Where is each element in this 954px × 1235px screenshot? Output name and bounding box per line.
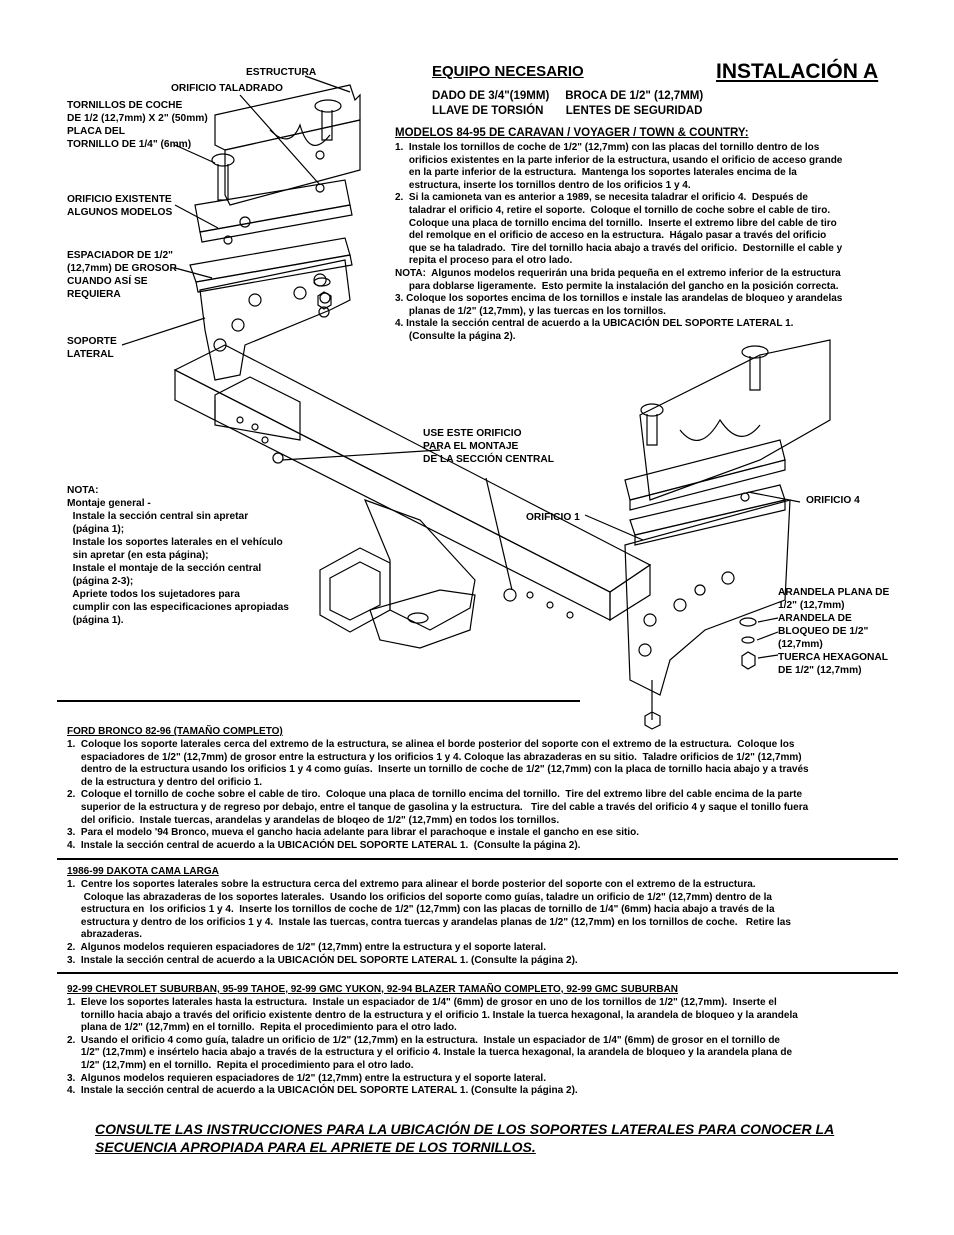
text-line: 2. Algunos modelos requieren espaciadores de 1/2" (12,7mm) entre la estructura y el soporte lateral.: [67, 941, 546, 953]
text-line: PLACA DEL: [67, 126, 125, 137]
text-line: 1. Coloque los soporte laterales cerca del extremo de la estructura, se alinea el borde posterior del soporte con el extremo de la estructura. Coloque los: [67, 739, 795, 750]
label-orificio-existente: [67, 193, 172, 219]
divider: [57, 972, 898, 974]
text-line: espaciadores de 1/2" (12,7mm) de grosor entre la estructura y los orificios 1 y 4. Coloque las abrazaderas en su sitio. Taladre orificios de 1/2" (12,7mm): [67, 751, 802, 763]
text-line: DE 1/2" (12,7mm): [778, 665, 862, 676]
text-line: planas de 1/2" (12,7mm), y las tuercas en los tornillos.: [395, 305, 666, 317]
text-line: Coloque una placa de tornillo encima del tornillo. Inserte el extremo libre del cable de tiro: [395, 217, 837, 229]
ford-heading: FORD BRONCO 82-96 (TAMAÑO COMPLETO): [67, 726, 283, 737]
label-orificio-taladrado: ORIFICIO TALADRADO: [171, 83, 283, 94]
text-line: CONSULTE LAS INSTRUCCIONES PARA LA UBICACIÓN DE LOS SOPORTES LATERALES PARA CONOCER LA: [95, 1121, 835, 1137]
dakota-heading: 1986-99 DAKOTA CAMA LARGA: [67, 866, 219, 877]
text-line: para doblarse ligeramente. Esto permite la instalación del gancho en la posición correcta.: [395, 280, 839, 292]
chevrolet-steps: [67, 997, 798, 1098]
text-line: NOTA: Algunos modelos requerirán una brida pequeña en el extremo inferior de la estructura: [395, 267, 841, 279]
text-line: TORNILLO DE 1/4" (6mm): [67, 139, 192, 150]
label-espaciador: [67, 249, 177, 301]
text-line: ARANDELA PLANA DE: [778, 587, 890, 598]
text-line: Montaje general -: [67, 498, 151, 509]
text-line: Instale los soportes laterales en el vehículo: [67, 537, 283, 548]
text-line: estructura, inserte los tornillos dentro de los orificios 1 y 4.: [395, 179, 691, 191]
text-line: USE ESTE ORIFICIO: [423, 428, 522, 439]
text-line: que se ha taladrado. Tire del tornillo hacia abajo a través del orificio. Destornille el cable y: [395, 242, 843, 254]
text-line: 2. Si la camioneta van es anterior a 1989, se necesita taladrar el orificio 4. Después de: [395, 192, 808, 204]
dakota-steps: [67, 879, 791, 967]
chevrolet-heading: 92-99 CHEVROLET SUBURBAN, 95-99 TAHOE, 92-99 GMC YUKON, 92-94 BLAZER TAMAÑO COMPLETO, 92-99 GMC SUBURBAN: [67, 984, 679, 995]
equipment-line-2: LLAVE DE TORSIÓN LENTES DE SEGURIDAD: [432, 105, 703, 117]
text-line: Apriete todos los sujetadores para: [67, 589, 240, 600]
text-line: 4. Instale la sección central de acuerdo a la UBICACIÓN DEL SOPORTE LATERAL 1. (Consulte la página 2).: [67, 1085, 578, 1097]
text-line: BLOQUEO DE 1/2": [778, 626, 869, 637]
text-line: (12,7mm): [778, 639, 823, 650]
text-line: 4. Instale la sección central de acuerdo a la UBICACIÓN DEL SOPORTE LATERAL 1.: [395, 318, 794, 330]
text-line: (página 1).: [67, 615, 124, 626]
text-line: 3. Para el modelo '94 Bronco, mueva el gancho hacia adelante para librar el parachoque e instale el gancho en ese sitio.: [67, 827, 640, 839]
label-estructura: ESTRUCTURA: [246, 67, 317, 78]
text-line: (Consulte la página 2).: [395, 330, 516, 342]
text-line: 2. Coloque el tornillo de coche sobre el cable de tiro. Coloque una placa de tornillo encima del tornillo. Tire del extremo libre del cable encima de la parte: [67, 789, 802, 801]
divider: [57, 858, 898, 860]
text-line: DE LA SECCIÓN CENTRAL: [423, 454, 554, 465]
label-soporte-lateral: [67, 335, 117, 361]
text-line: 4. Instale la sección central de acuerdo a la UBICACIÓN DEL SOPORTE LATERAL 1. (Consulte la página 2).: [67, 839, 581, 851]
text-line: LATERAL: [67, 349, 114, 360]
text-line: abrazaderas.: [67, 929, 143, 941]
label-orificio-1: ORIFICIO 1: [526, 512, 580, 523]
text-line: 1/2" (12,7mm) en el tornillo. Repita el procedimiento para el otro lado.: [67, 1059, 414, 1071]
text-line: CUANDO ASÍ SE: [67, 276, 148, 287]
text-line: del orificio. Instale tuercas, arandelas y arandelas de bloqeo de 1/2" (12,7mm) en todos los tornillos.: [67, 814, 560, 826]
label-use-este-orificio: [423, 427, 554, 466]
text-line: taladrar el orificio 4, retire el soporte. Coloque el tornillo de coche sobre el cable de tiro.: [395, 204, 831, 216]
text-line: 1/2" (12,7mm): [778, 600, 845, 611]
text-line: REQUIERA: [67, 289, 121, 300]
text-line: plana de 1/2" (12,7mm) en el tornillo. Repita el procedimiento para el otro lado.: [67, 1022, 457, 1034]
label-arandelas: [778, 586, 889, 677]
label-tornillos-coche: [67, 99, 208, 151]
equipment-line-1: DADO DE 3/4"(19MM) BROCA DE 1/2" (12,7MM): [432, 90, 704, 102]
text-line: 1. Eleve los soportes laterales hasta la estructura. Instale un espaciador de 1/4" (6mm) de grosor en uno de los tornillos de 1/2" (12,7mm). Inserte el: [67, 997, 777, 1008]
text-line: orificios existentes en la parte inferior de la estructura, usando el orificio de acceso grande: [395, 154, 843, 166]
page-title: INSTALACIÓN A: [716, 60, 879, 83]
text-line: ALGUNOS MODELOS: [67, 207, 173, 218]
text-line: estructura en los orificios 1 y 4. Inserte los tornillos de coche de 1/2" (12,7mm) con las placas de tornillo de 1/4" (6mm) hacia abajo a través de la: [67, 904, 775, 916]
text-line: Coloque las abrazaderas de los soportes laterales. Usando los orificios del soporte como guías, taladre un orificio de 1/2" (12,7mm) dentro de la: [67, 891, 772, 903]
text-line: del remolque en el orificio de acceso en la estructura. Hágalo pasar a través del orificio: [395, 230, 827, 242]
text-line: dentro de la estructura usando los orificios 1 y 4 como guías. Inserte un tornillo de coche de 1/2" (12,7mm) con la placa de tornillo hacia abajo y a través: [67, 764, 809, 776]
text-line: (página 1);: [67, 524, 125, 535]
text-line: 1. Instale los tornillos de coche de 1/2" (12,7mm) con las placas del tornillo dentro de los: [395, 142, 820, 153]
text-line: SECUENCIA APROPIADA PARA EL APRIETE DE LOS TORNILLOS.: [95, 1139, 536, 1155]
text-line: 1/2" (12,7mm) e insértelo hacia abajo a través de la estructura y el orificio 4. Instale la tuerca hexagonal, la arandela de bloqueo y la arandela plana de: [67, 1047, 793, 1059]
text-line: cumplir con las especificaciones apropiadas: [67, 602, 289, 613]
text-line: PARA EL MONTAJE: [423, 441, 519, 452]
text-line: ARANDELA DE: [778, 613, 852, 624]
models-heading: MODELOS 84-95 DE CARAVAN / VOYAGER / TOWN & COUNTRY:: [395, 127, 749, 139]
text-line: TORNILLOS DE COCHE: [67, 100, 183, 111]
label-orificio-4: ORIFICIO 4: [806, 495, 860, 506]
text-line: (página 2-3);: [67, 576, 134, 587]
text-line: 3. Coloque los soportes encima de los tornillos e instale las arandelas de bloqueo y arandelas: [395, 293, 843, 305]
text-line: NOTA:: [67, 485, 99, 496]
ford-steps: [67, 739, 809, 852]
text-line: 1. Centre los soportes laterales sobre la estructura cerca del extremo para alinear el borde posterior del soporte con el extremo de la estructura.: [67, 879, 756, 890]
text-line: estructura y dentro de los orificios 1 y 4. Instale las tuercas, contra tuercas y arandelas planas de 1/2" (12,7mm) en los tornillos de coche. Retire las: [67, 916, 791, 928]
text-line: ORIFICIO EXISTENTE: [67, 194, 172, 205]
right-frame-rail: [640, 340, 830, 500]
mounting-note: [67, 484, 289, 627]
text-line: Instale la sección central sin apretar: [67, 511, 249, 522]
text-line: ESPACIADOR DE 1/2": [67, 250, 173, 261]
text-line: 2. Usando el orificio 4 como guía, taladre un orificio de 1/2" (12,7mm) en la estructura. Instale un espaciador de 1/4" (6mm) de grosor en el tornillo de: [67, 1034, 780, 1046]
text-line: 3. Instale la sección central de acuerdo a la UBICACIÓN DEL SOPORTE LATERAL 1. (Consulte la página 2).: [67, 954, 578, 966]
models-steps: [395, 142, 842, 344]
text-line: tornillo hacia abajo a través del orificio existente dentro de la estructura y el orificio 1. Instale la tuerca hexagonal, la arandela de bloqueo y la arandela: [67, 1009, 798, 1021]
text-line: Instale el montaje de la sección central: [67, 563, 262, 574]
text-line: (12,7mm) DE GROSOR: [67, 263, 177, 274]
text-line: DE 1/2 (12,7mm) X 2" (50mm): [67, 113, 208, 124]
text-line: en la parte inferior de la estructura. Mantenga los soportes laterales encima de la: [395, 167, 797, 179]
text-line: superior de la estructura y de regreso por debajo, entre el tanque de gasolina y la estructura. Tire del cable a través del orificio 4 y saque el tonillo fuera: [67, 801, 809, 813]
text-line: sin apretar (en esta página);: [67, 550, 209, 561]
text-line: 3. Algunos modelos requieren espaciadores de 1/2" (12,7mm) entre la estructura y el soporte lateral.: [67, 1072, 546, 1084]
footer-note: [95, 1120, 895, 1156]
text-line: SOPORTE: [67, 336, 117, 347]
text-line: TUERCA HEXAGONAL: [778, 652, 888, 663]
right-side-bracket: [625, 500, 790, 695]
text-line: de la estructura y dentro del orificio 1.: [67, 776, 263, 788]
text-line: repita el proceso para el otro lado.: [395, 255, 573, 267]
divider: [57, 700, 580, 702]
equipment-heading: EQUIPO NECESARIO: [432, 63, 584, 80]
